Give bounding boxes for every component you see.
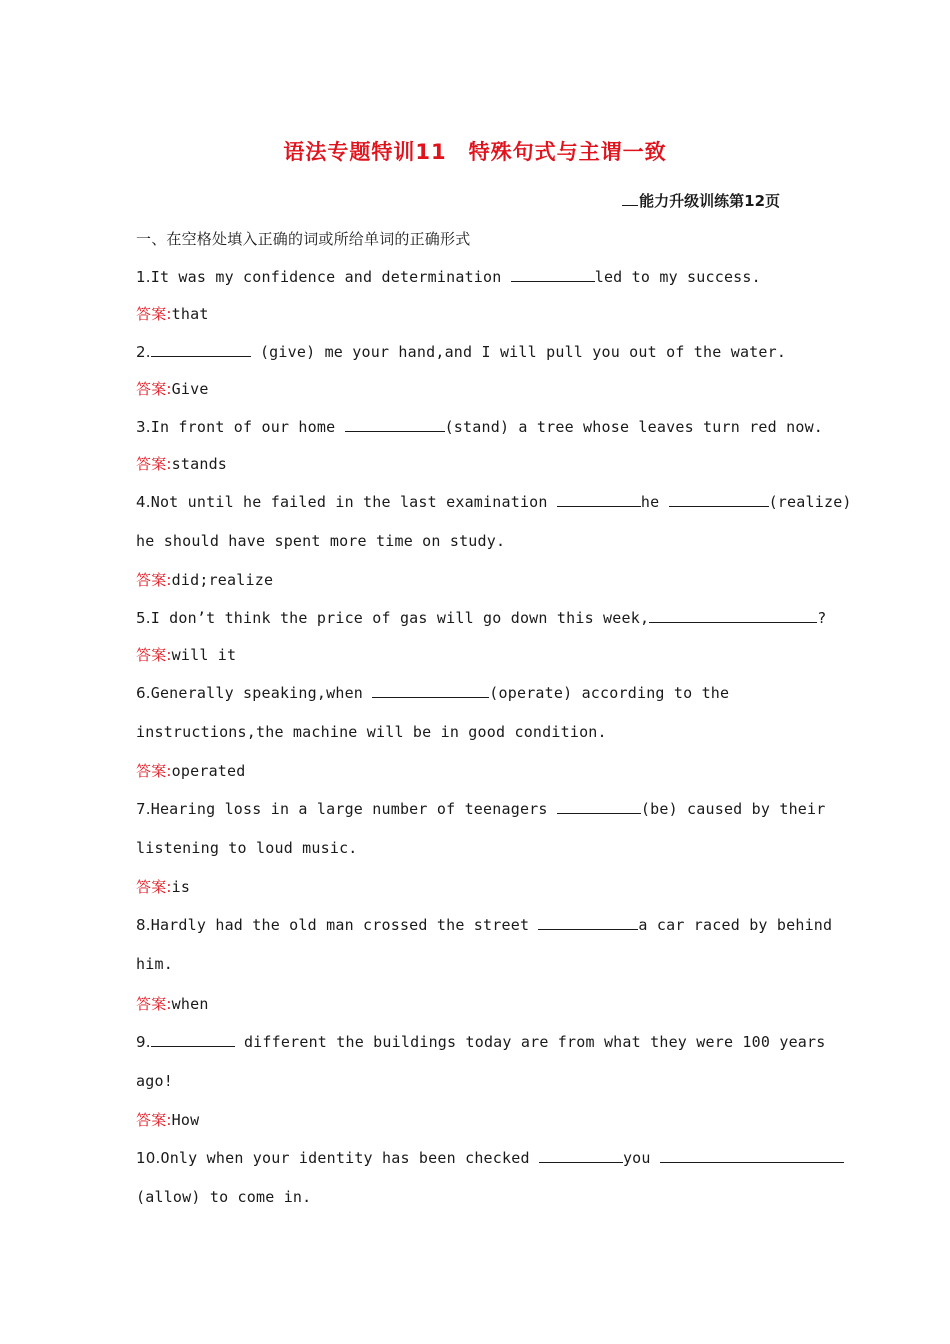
answer-blank: [511, 266, 595, 282]
question-number: 5.: [136, 609, 151, 627]
answer-2: [136, 378, 209, 399]
answer-value: Give: [171, 380, 209, 398]
answer-7: [136, 876, 190, 897]
question-text: Hearing loss in a large number of teenagers: [150, 800, 557, 818]
answer-4: [136, 569, 273, 590]
question-text: Generally speaking,when: [150, 684, 373, 702]
answer-label: 答案:: [136, 455, 172, 473]
answer-value: stands: [171, 455, 228, 473]
answer-6: [136, 760, 246, 781]
answer-value: when: [171, 995, 209, 1013]
answer-blank: [151, 1031, 235, 1047]
answer-value: will it: [171, 646, 237, 664]
question-9: [136, 1031, 826, 1051]
question-text: led to my success.: [594, 268, 761, 286]
question-text: In front of our home: [150, 418, 345, 436]
question-text: Hardly had the old man crossed the street: [150, 916, 539, 934]
answer-value: is: [171, 878, 191, 896]
question-4: [136, 491, 852, 511]
answer-blank: [539, 1147, 623, 1163]
answer-5: [136, 644, 236, 665]
answer-label: 答案:: [136, 305, 172, 323]
question-7: [136, 798, 826, 818]
subtitle-text: 能力升级训练第12页: [639, 192, 780, 210]
question-7-line-2: listening to loud music.: [136, 839, 358, 857]
question-2: [136, 341, 786, 361]
answer-label: 答案:: [136, 646, 172, 664]
answer-value: that: [171, 305, 209, 323]
answer-blank: [372, 682, 489, 698]
question-8: [136, 914, 832, 934]
question-text: It was my confidence and determination: [150, 268, 511, 286]
question-text: I don’t think the price of gas will go down this week,: [150, 609, 650, 627]
question-number: 9.: [136, 1033, 151, 1051]
question-number: 4.: [136, 493, 151, 511]
answer-blank: [557, 798, 641, 814]
answer-value: How: [171, 1111, 200, 1129]
question-5: [136, 607, 826, 627]
answer-blank: [538, 914, 638, 930]
question-6: [136, 682, 729, 702]
answer-9: [136, 1109, 199, 1130]
question-text: (stand) a tree whose leaves turn red now.: [444, 418, 824, 436]
answer-blank: [557, 491, 641, 507]
question-text: you: [622, 1149, 660, 1167]
question-text: a car raced by behind: [638, 916, 833, 934]
answer-8: [136, 993, 209, 1014]
question-number: 10.: [136, 1149, 161, 1167]
question-text: (realize): [768, 493, 852, 511]
page-title: 语法专题特训11 特殊句式与主谓一致: [283, 140, 667, 164]
question-4-line-2: he should have spent more time on study.: [136, 532, 506, 550]
answer-label: 答案:: [136, 380, 172, 398]
question-10-line-2: (allow) to come in.: [136, 1188, 312, 1206]
answer-blank: [345, 416, 445, 432]
answer-blank: [669, 491, 769, 507]
subtitle-blank: [622, 191, 638, 206]
answer-label: 答案:: [136, 762, 172, 780]
question-6-line-2: instructions,the machine will be in good condition.: [136, 723, 607, 741]
question-text: different the buildings today are from what they were 100 years: [234, 1033, 826, 1051]
answer-blank: [660, 1147, 844, 1163]
answer-3: [136, 453, 227, 474]
question-9-line-2: ago!: [136, 1072, 173, 1090]
question-text: (give) me your hand,and I will pull you out of the water.: [250, 343, 787, 361]
question-1: [136, 266, 761, 286]
question-text: (be) caused by their: [640, 800, 826, 818]
question-text: (operate) according to the: [489, 684, 730, 702]
question-text: Only when your identity has been checked: [160, 1149, 539, 1167]
page-subtitle: [622, 190, 780, 211]
question-text: ?: [817, 609, 827, 627]
answer-blank: [649, 607, 817, 623]
answer-label: 答案:: [136, 571, 172, 589]
question-number: 3.: [136, 418, 151, 436]
answer-blank: [151, 341, 251, 357]
answer-value: operated: [171, 762, 246, 780]
question-text: he: [640, 493, 669, 511]
answer-label: 答案:: [136, 878, 172, 896]
answer-value: did;realize: [171, 571, 274, 589]
question-number: 6.: [136, 684, 151, 702]
answer-1: [136, 303, 209, 324]
answer-label: 答案:: [136, 1111, 172, 1129]
answer-label: 答案:: [136, 995, 172, 1013]
question-3: [136, 416, 823, 436]
question-8-line-2: him.: [136, 955, 173, 973]
question-number: 7.: [136, 800, 151, 818]
question-10: [136, 1147, 844, 1167]
question-number: 8.: [136, 916, 151, 934]
question-text: Not until he failed in the last examination: [150, 493, 557, 511]
question-number: 1.: [136, 268, 151, 286]
question-number: 2.: [136, 343, 151, 361]
section-heading: 一、在空格处填入正确的词或所给单词的正确形式: [136, 230, 471, 248]
